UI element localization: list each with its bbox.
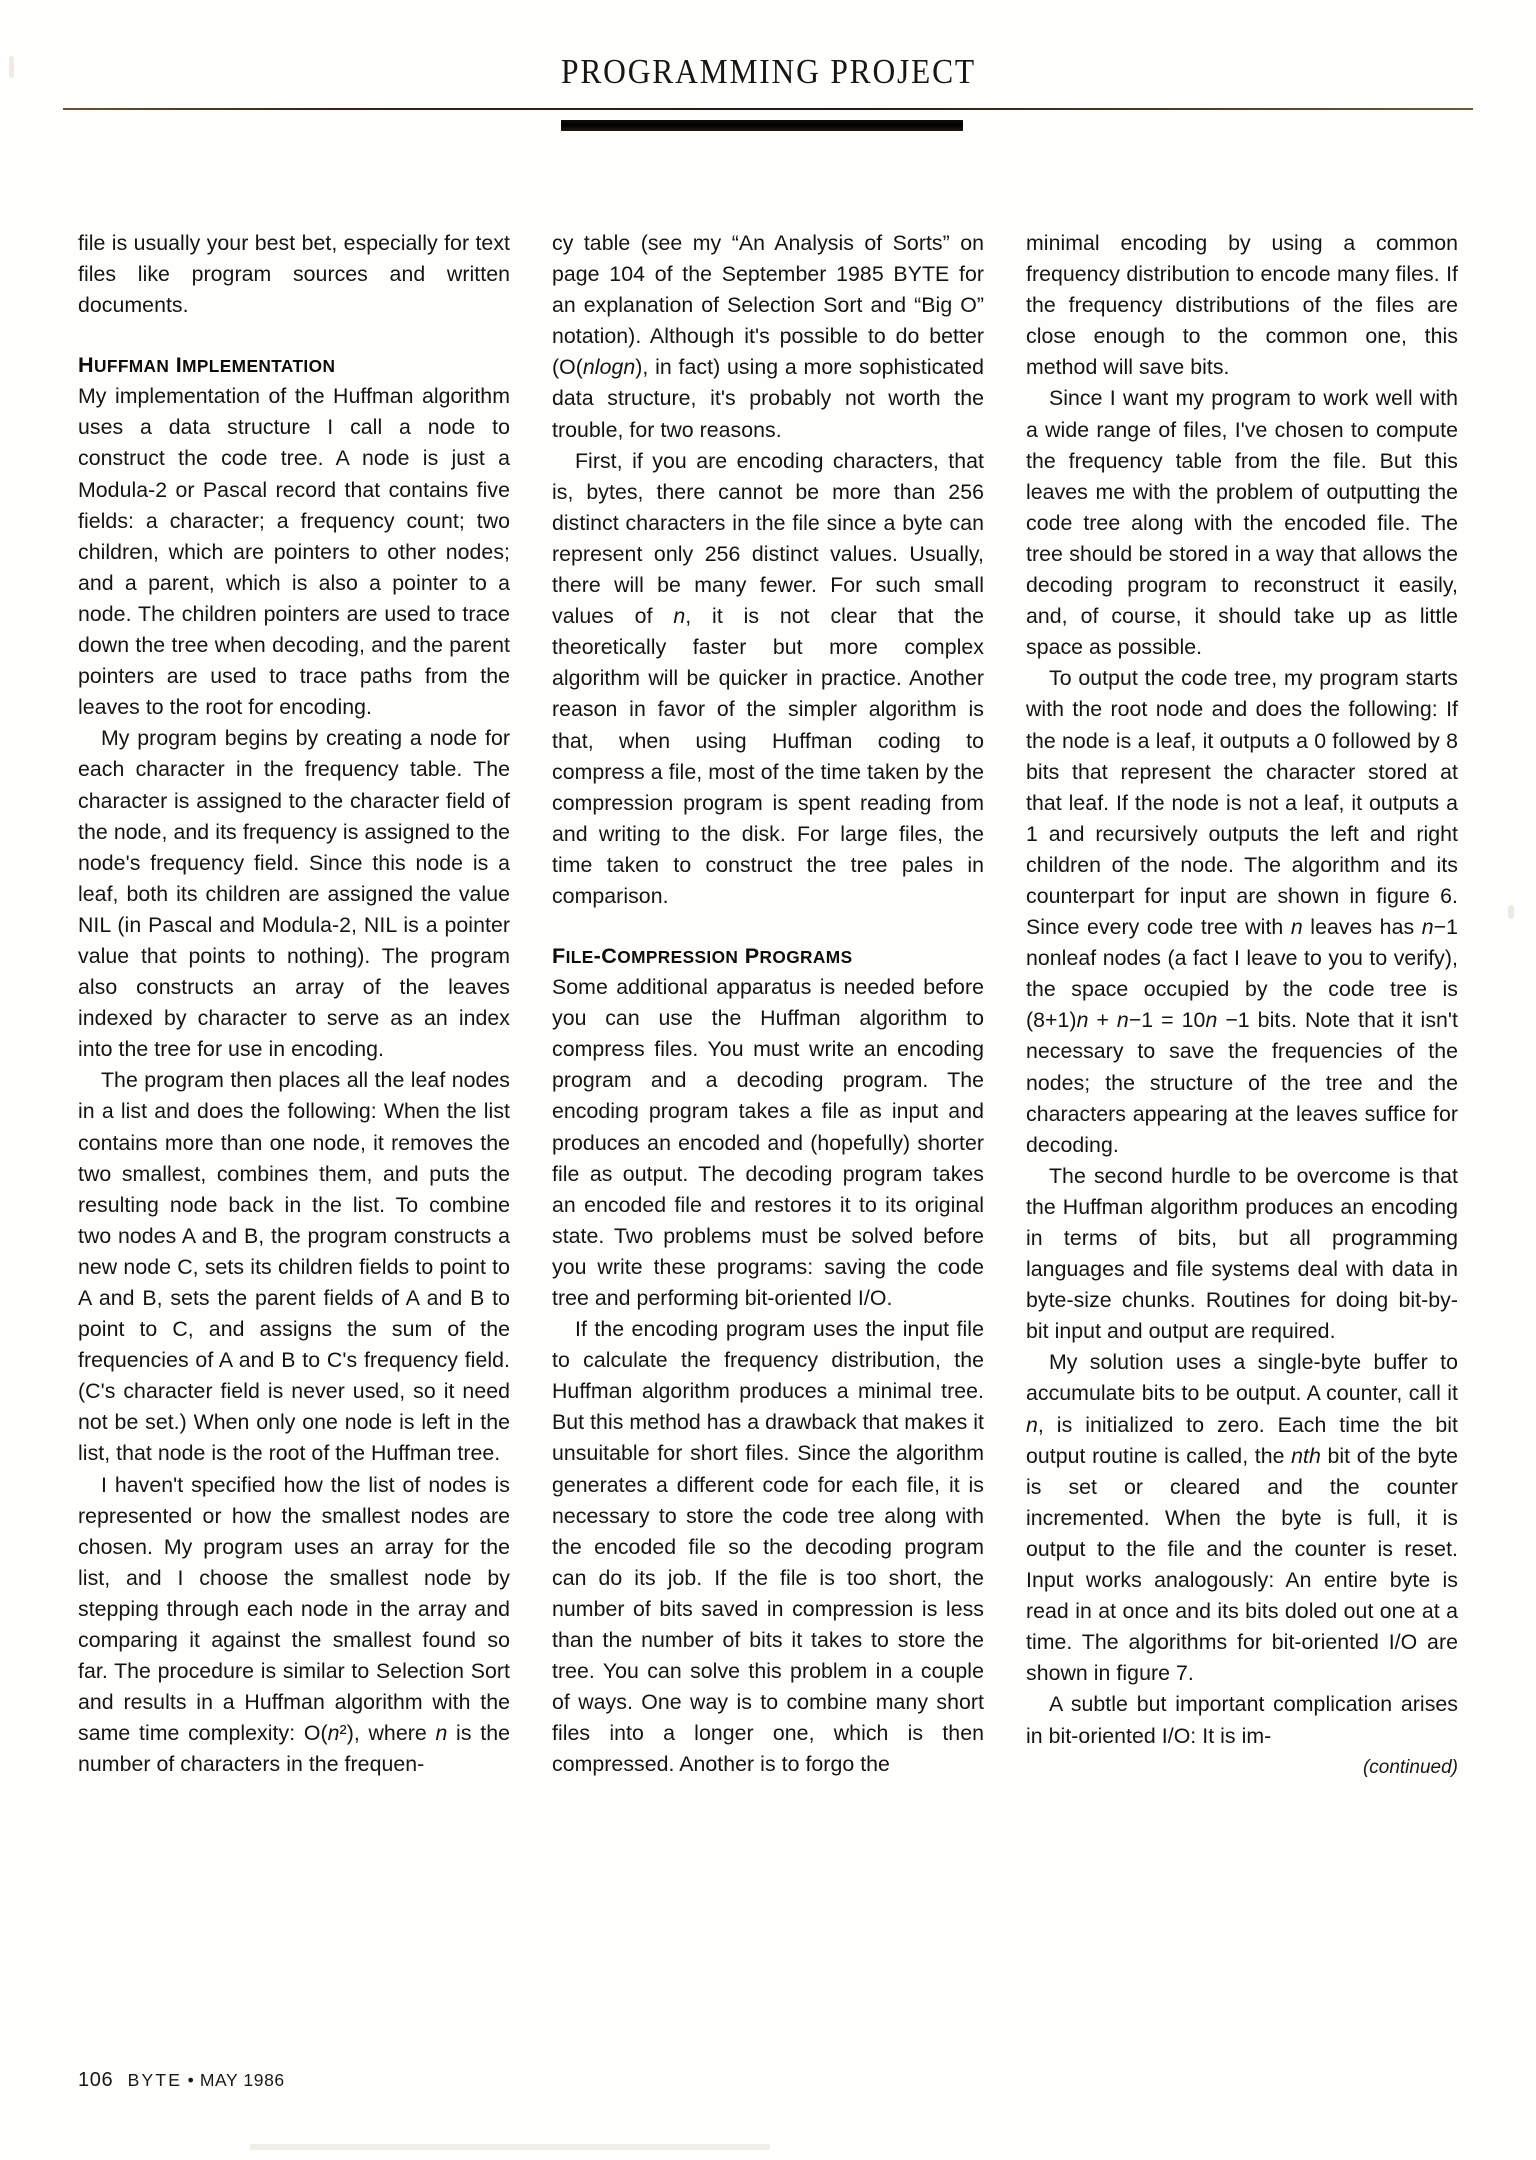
article-column-1 [78,228,510,2018]
math-variable: n [435,1721,448,1746]
math-expression: 10n [1181,1008,1218,1033]
footer-separator: • [187,2070,195,2090]
header-bar [561,120,963,131]
footer-issue: MAY 1986 [199,2070,285,2090]
body-paragraph: minimal encoding by using a common frequency distribution to encode many files. If the frequency distributions of the files are close enough to the common one, this method will save bits. [1026,231,1458,380]
header-rule [63,108,1473,110]
body-paragraph: My solution uses a single-byte buffer to accumulate bits to be output. A counter, call it n, is initialized to zero. Each time the bit output routine is called, the nth bit of the byte is set or cleared and the counter incremented. When the byte is full, it is output to the file and the counter is reset. Input works analogously: An entire byte is read in at once and its bits doled out one at a time. The algorithms for bit-oriented I/O are shown in figure 7. [1026,1350,1458,1686]
body-paragraph: My implementation of the Huffman algorithm uses a data structure I call a node to construct the code tree. A node is just a Modula-2 or Pascal record that contains five fields: a character; a frequency count; two children, which are pointers to other nodes; and a parent, which is also a pointer to a node. The children pointers are used to trace down the tree when decoding, and the parent pointers are used to trace paths from the leaves to the root for encoding. [78,384,510,720]
math-variable: n [1290,915,1303,940]
page-header [0,52,1536,92]
scan-artifact-bottom [250,2144,770,2150]
math-variable: n [1116,1008,1129,1033]
body-paragraph: file is usually your best bet, especially for text files like program sources and written documents. [78,231,510,318]
body-paragraph: My program begins by creating a node for each character in the frequency table. The character is assigned to the character field of the node, and its frequency is assigned to the node's frequency field. Since this node is a leaf, both its children are assigned the value NIL (in Pascal and Modula-2, NIL is a pointer value that points to nothing). The program also constructs an array of the leaves indexed by character to serve as an index into the tree for use in encoding. [78,726,510,1062]
math-variable: n [673,604,686,629]
body-paragraph: The program then places all the leaf nodes in a list and does the following: When the list contains more than one node, it removes the two smallest, combines them, and puts the resulting node back in the list. To combine two nodes A and B, the program constructs a new node C, sets its children fields to point to A and B, sets the parent fields of A and B to point to C, and assigns the sum of the frequencies of A and B to C's frequency field. (C's character field is never used, so it need not be set.) When only one node is left in the list, that node is the root of the Huffman tree. [78,1068,510,1466]
body-paragraph: Since I want my program to work well with a wide range of files, I've chosen to compute the frequency table from the file. But this leaves me with the problem of outputting the code tree along with the encoded file. The tree should be stored in a way that allows the decoding program to reconstruct it easily, and, of course, it should take up as little space as possible. [1026,386,1458,660]
body-paragraph: Some additional apparatus is needed before you can use the Huffman algorithm to compress files. You must write an encoding program and a decoding program. The encoding program takes a file as input and produces an encoded and (hopefully) shorter file as output. The decoding program takes an encoded file and restores it to its original state. Two problems must be solved before you write these programs: saving the code tree and performing bit-oriented I/O. [552,975,984,1310]
article-column-3 [1026,228,1458,2018]
page-footer [78,2069,285,2092]
body-paragraph: cy table (see my “An Analysis of Sorts” on page 104 of the September 1985 BYTE for an explanation of Selection Sort and “Big O” notation). Although it's possible to do better (O(nlogn), in fact) using a more sophisticated data structure, it's probably not worth the trouble, for two reasons. [552,231,984,442]
page-title: PROGRAMMING PROJECT [560,52,976,91]
article-columns [78,228,1458,2018]
body-paragraph: If the encoding program uses the input file to calculate the frequency distribution, the Huffman algorithm produces a minimal tree. But this method has a drawback that makes it unsuitable for short files. Since the algorithm generates a different code for each file, it is necessary to store the code tree along with the encoded file so the decoding program can do its job. If the file is too short, the number of bits saved in compression is less than the number of bits it takes to store the tree. You can solve this problem in a couple of ways. One way is to combine many short files into a longer one, which is then compressed. Another is to forgo the [552,1317,984,1777]
math-expression: (8+1)n [1026,1008,1089,1033]
body-paragraph: A subtle but important complication arises in bit-oriented I/O: It is im- [1026,1692,1458,1748]
math-variable: n [1026,1412,1038,1437]
section-heading: HUFFMAN IMPLEMENTATION [78,352,336,378]
body-paragraph: I haven't specified how the list of nodes is represented or how the smallest nodes are chosen. My program uses an array for the list, and I choose the smallest node by stepping through each node in the array and comparing it against the smallest found so far. The procedure is similar to Selection Sort and results in a Huffman algorithm with the same time complexity: O(n²), where n is the number of characters in the frequen- [78,1472,510,1777]
footer-magazine: BYTE [127,2070,183,2090]
math-variable: n [327,1721,340,1746]
math-variable: n [1421,915,1434,940]
math-variable: nlogn [582,355,636,380]
scan-artifact-right [1508,905,1514,919]
math-variable: nth [1291,1443,1321,1468]
section-heading: FILE-COMPRESSION PROGRAMS [552,943,853,969]
continued-note: (continued) [1362,1756,1458,1778]
article-column-2 [552,228,984,2018]
body-paragraph: To output the code tree, my program starts with the root node and does the following: If the node is a leaf, it outputs a 0 followed by 8 bits that represent the character stored at that leaf. If the node is not a leaf, it outputs a 1 and recursively outputs the left and right children of the node. The algorithm and its counterpart for input are shown in figure 6. Since every code tree with n leaves has n−1 nonleaf nodes (a fact I leave to you to verify), the space occupied by the code tree is (8+1)n + n−1 = 10n −1 bits. Note that it isn't necessary to save the frequencies of the nodes; the structure of the tree and the characters appearing at the leaves suffice for decoding. [1026,666,1458,1157]
body-paragraph: First, if you are encoding characters, that is, bytes, there cannot be more than 256 distinct characters in the file since a byte can represent only 256 distinct values. Usually, there will be many fewer. For such small values of n, it is not clear that the theoretically faster but more complex algorithm will be quicker in practice. Another reason in favor of the simpler algorithm is that, when using Huffman coding to compress a file, most of the time taken by the compression program is spent reading from and writing to the disk. For large files, the time taken to construct the tree pales in comparison. [552,448,984,908]
footer-page-number: 106 [78,2069,114,2091]
body-paragraph: The second hurdle to be overcome is that the Huffman algorithm produces an encoding in terms of bits, but all programming languages and file systems deal with data in byte-size chunks. Routines for doing bit-by-bit input and output are required. [1026,1163,1458,1344]
